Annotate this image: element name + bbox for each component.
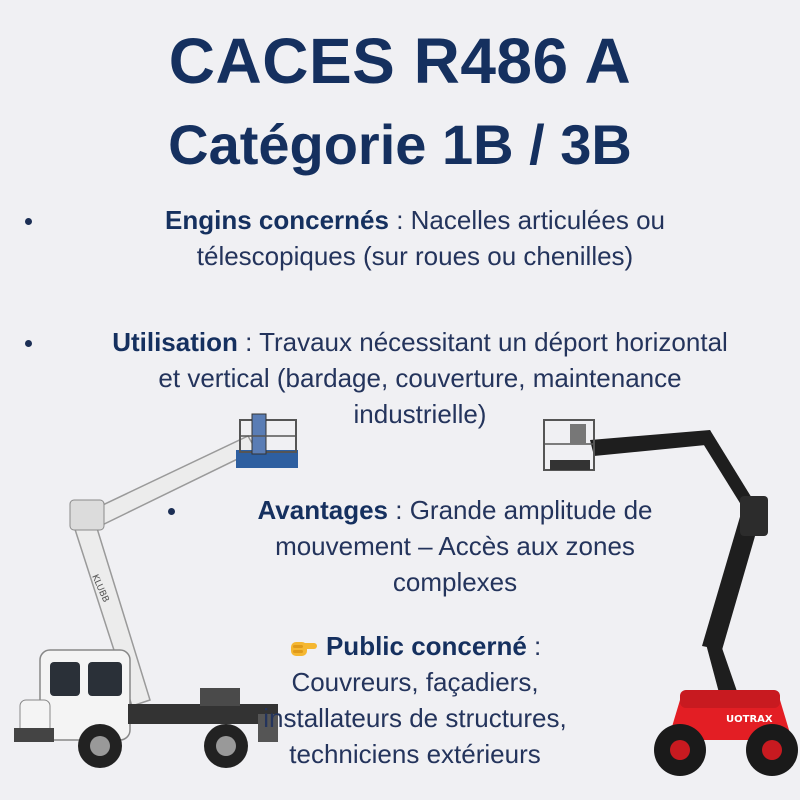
engins-text-line1: Nacelles articulées ou: [410, 205, 665, 235]
avantages-label: Avantages: [257, 495, 389, 525]
utilisation-text-line2: et vertical (bardage, couverture, maintenance: [158, 363, 682, 393]
avantages-text-line3: complexes: [392, 567, 518, 597]
engins-text-line2: télescopiques (sur roues ou chenilles): [196, 241, 634, 271]
section-utilisation: Utilisation : Travaux nécessitant un déport horizontal et vertical (bardage, couverture, maintenance industrielle): [50, 324, 790, 432]
lift-brand-label: UOTRAX: [726, 714, 773, 725]
truck-brand-label: KLUBB: [89, 573, 111, 605]
page-title: CACES R486 A: [168, 25, 632, 97]
avantages-text-line1: Grande amplitude de: [409, 495, 653, 525]
page-subtitle: Catégorie 1B / 3B: [168, 113, 632, 176]
utilisation-label: Utilisation: [112, 327, 238, 357]
pointing-hand-icon: [289, 636, 319, 658]
section-avantages: Avantages : Grande amplitude de mouvement – Accès aux zones complexes: [205, 492, 705, 600]
bullet-engins: [25, 218, 32, 225]
bullet-utilisation: [25, 340, 32, 347]
public-text-line3: techniciens extérieurs: [289, 739, 541, 769]
section-engins: Engins concernés : Nacelles articulées ou télescopiques (sur roues ou chenilles): [60, 202, 770, 274]
engins-label: Engins concernés: [165, 205, 389, 235]
public-text-line2: installateurs de structures,: [263, 703, 567, 733]
bullet-avantages: [168, 508, 175, 515]
utilisation-text-line3: industrielle): [353, 399, 487, 429]
avantages-text-line2: mouvement – Accès aux zones: [275, 531, 635, 561]
public-label: Public concerné: [325, 631, 527, 661]
public-text-line1: Couvreurs, façadiers,: [291, 667, 539, 697]
section-public: Public concerné : Couvreurs, façadiers, installateurs de structures, techniciens extérieurs: [250, 628, 580, 772]
utilisation-text-line1: Travaux nécessitant un déport horizontal: [259, 327, 728, 357]
